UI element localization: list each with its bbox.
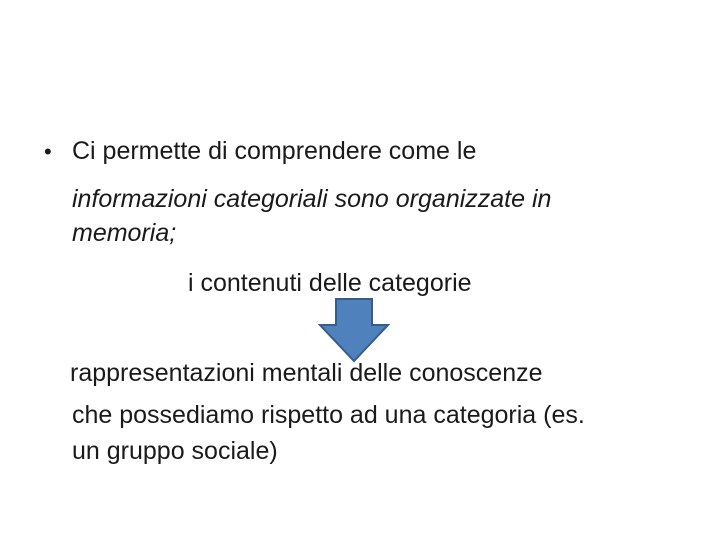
italic-text-line-1: informazioni categoriali sono organizzate in [72,185,552,213]
bullet-text-line: Ci permette di comprendere come le [72,137,477,165]
representation-text-line-3: un gruppo sociale) [72,437,278,465]
contents-text-line: i contenuti delle categorie [188,269,472,297]
representation-text-line-1: rappresentazioni mentali delle conoscenze [70,359,543,387]
representation-text-line-2: che possediamo rispetto ad una categoria (es. [72,401,585,429]
down-arrow-icon [318,297,390,363]
bullet-marker: • [44,139,52,164]
italic-text-line-2: memoria; [72,219,177,247]
